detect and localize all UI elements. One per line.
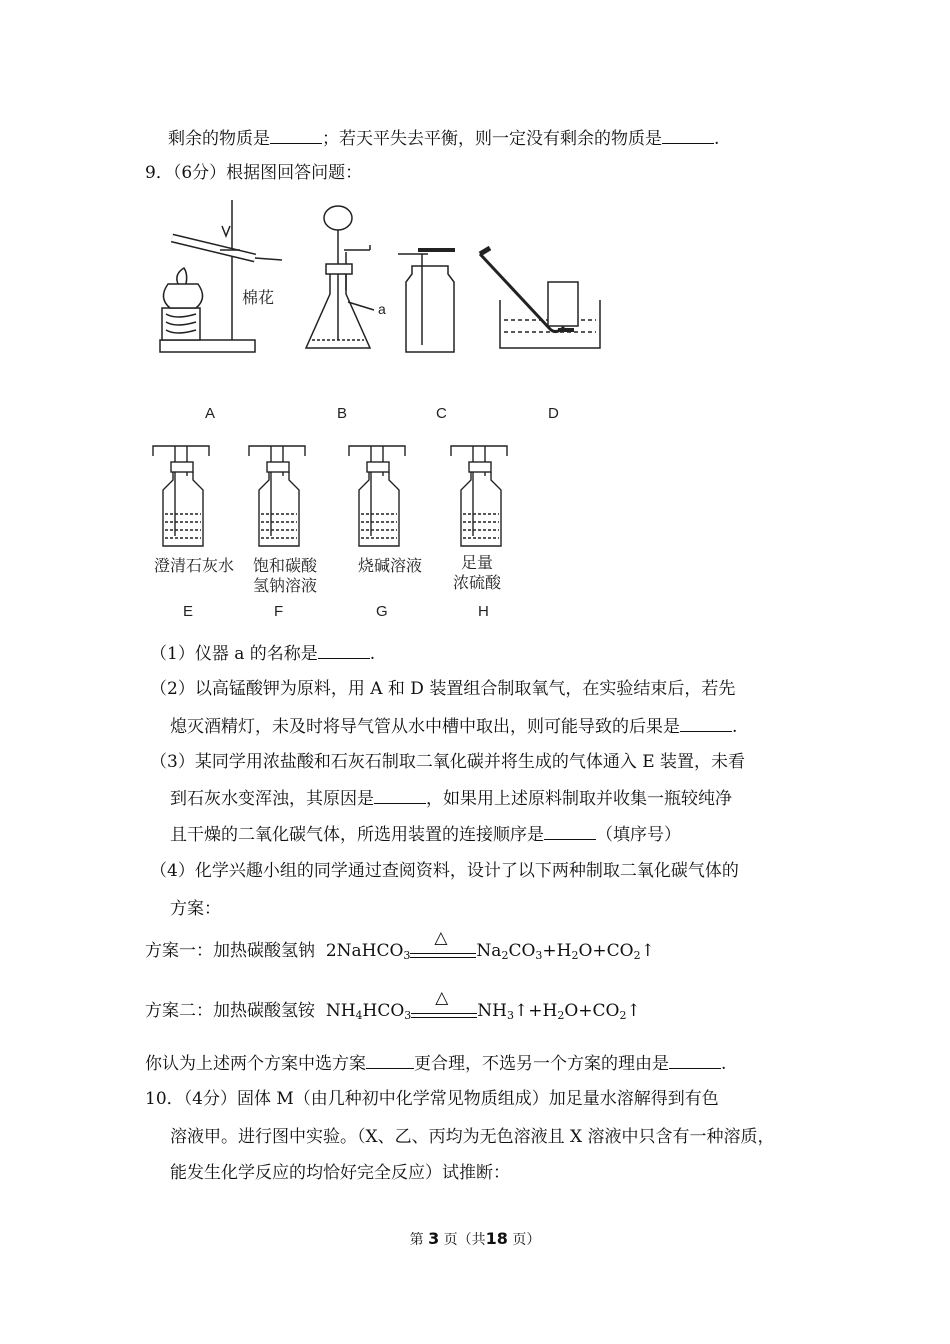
heating-arrow: △	[410, 941, 476, 963]
cotton-label: 棉花	[242, 288, 275, 307]
label-bottle-f: F	[274, 603, 284, 620]
answer-blank[interactable]	[374, 787, 426, 804]
label-apparatus-a: A	[205, 405, 216, 422]
label-apparatus-c: C	[436, 405, 447, 422]
question-9-header: 9．（6分）根据图回答问题：	[145, 163, 363, 183]
answer-blank[interactable]	[662, 127, 714, 144]
question-10-line2: 溶液甲。进行图中实验。（X、乙、丙均为无色溶液且 X 溶液中只含有一种溶质，	[170, 1127, 775, 1147]
plan-2-equation: 方案二：加热碳酸氢铵 $NH_4HCO_3$ △ $NH_3↑+H_2O+CO_2↑$	[145, 987, 641, 1022]
carryover-line: 剩余的物质是 ；若天平失去平衡，则一定没有剩余的物质是 .	[168, 129, 720, 149]
q9-sub2-line1: （2）以高锰酸钾为原料，用 A 和 D 装置组合制取氧气，在实验结束后，若先	[150, 679, 736, 699]
label-a: a	[378, 301, 386, 317]
reagent-h: 足量 浓硫酸	[452, 553, 501, 592]
page-footer: 第 3 页（共18 页）	[409, 1229, 541, 1248]
bottle-h	[451, 446, 507, 546]
heating-arrow: △	[411, 1001, 477, 1023]
apparatus-c	[398, 250, 455, 352]
q9-sub3-line2: 到石灰水变浑浊，其原因是 ，如果用上述原料制取并收集一瓶较纯净	[170, 789, 732, 809]
reagent-f: 饱和碳酸 氢钠溶液	[252, 556, 317, 595]
answer-blank[interactable]	[270, 127, 322, 144]
bottle-f	[249, 446, 305, 546]
apparatus-a	[160, 200, 282, 352]
label-bottle-h: H	[478, 603, 489, 620]
answer-blank[interactable]	[318, 642, 370, 659]
bottle-g	[349, 446, 405, 546]
q9-sub2-line2: 熄灭酒精灯，未及时将导气管从水中槽中取出，则可能导致的后果是 .	[170, 717, 738, 737]
answer-blank[interactable]	[544, 823, 596, 840]
washing-bottles-figure	[145, 440, 525, 552]
label-apparatus-b: B	[337, 405, 348, 422]
label-bottle-e: E	[183, 603, 194, 620]
q9-sub4-line1: （4）化学兴趣小组的同学通过查阅资料，设计了以下两种制取二氧化碳气体的	[150, 861, 739, 881]
answer-blank[interactable]	[669, 1052, 721, 1069]
apparatus-b	[306, 206, 374, 348]
apparatus-d	[480, 248, 600, 348]
reagent-e: 澄清石灰水	[153, 556, 234, 575]
answer-blank[interactable]	[680, 715, 732, 732]
bottle-e	[153, 446, 209, 546]
reagent-g: 烧碱溶液	[357, 556, 422, 575]
q9-sub4-line2: 方案：	[170, 899, 221, 919]
plan-1-equation: 方案一：加热碳酸氢钠 2NaHCO$_3$ △ $Na_2CO_3+H_2O+CO_2↑$	[145, 927, 655, 962]
q9-sub3-line3: 且干燥的二氧化碳气体，所选用装置的连接顺序是 （填序号）	[170, 825, 681, 845]
apparatus-figure-top	[150, 190, 610, 365]
q9-conclusion: 你认为上述两个方案中选方案 更合理，不选另一个方案的理由是 .	[145, 1054, 727, 1074]
label-apparatus-d: D	[548, 405, 559, 422]
question-10-line3: 能发生化学反应的均恰好完全反应）试推断：	[170, 1163, 510, 1183]
q9-sub1: （1）仪器 a 的名称是 .	[150, 644, 376, 664]
label-bottle-g: G	[376, 603, 388, 620]
answer-blank[interactable]	[366, 1052, 414, 1069]
question-10-line1: 10．（4分）固体 M（由几种初中化学常见物质组成）加足量水溶解得到有色	[145, 1089, 719, 1109]
q9-sub3-line1: （3）某同学用浓盐酸和石灰石制取二氧化碳并将生成的气体通入 E 装置，未看	[150, 752, 746, 772]
